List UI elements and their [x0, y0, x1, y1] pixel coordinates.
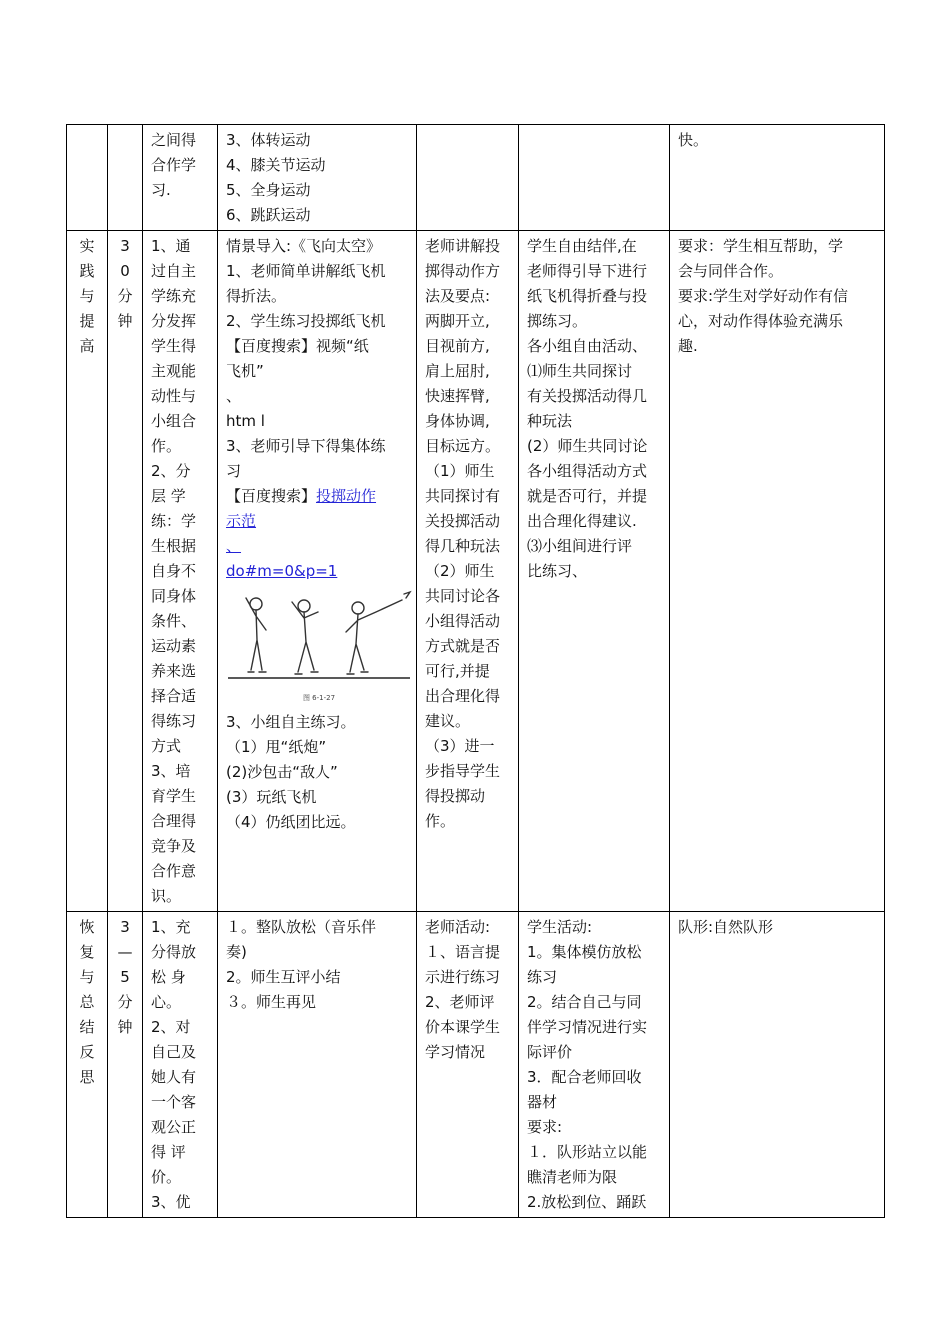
text-line: 各小组自由活动、 [527, 337, 648, 355]
text-line: 要求:学生对学好动作有信 [678, 287, 849, 305]
text-line: 老师得引导下进行 [527, 262, 648, 280]
stage-char: 总 [79, 993, 95, 1011]
text-line: 种玩法 [527, 412, 573, 430]
text-line: 队形:自然队形 [678, 918, 774, 936]
text-line: 2、学生练习投掷纸飞机 [226, 312, 386, 330]
stage-char: 实 [79, 237, 95, 255]
text-line: 得几种玩法 [425, 537, 501, 555]
text-line: (2）师生共同讨论 [527, 437, 648, 455]
text-line: 1。集体模仿放松 [527, 943, 642, 961]
text-line: 步指导学生 [425, 762, 501, 780]
text-line: 学练充 [151, 287, 197, 305]
text-line: 习. [151, 181, 171, 199]
student-cell [519, 125, 670, 231]
text-line: 3、老师引导下得集体练 [226, 437, 386, 455]
text-line: （4）仍纸团比远。 [226, 813, 356, 831]
text-line: 各小组得活动方式 [527, 462, 648, 480]
text-line: 6、跳跃运动 [226, 206, 311, 224]
text-line: 伴学习情况进行实 [527, 1018, 648, 1036]
text-line: 情景导入:《飞向太空》 [226, 237, 382, 255]
text-line: 方式就是否 [425, 637, 501, 655]
text-line: 得练习 [151, 712, 197, 730]
text-line: 3、体转运动 [226, 131, 311, 149]
stage-char: — [117, 943, 133, 961]
requirement-cell [670, 125, 885, 231]
text-line: ⑶小组间进行评 [527, 537, 633, 555]
text-line: 出合理化得建议. [527, 512, 637, 530]
table-row-recovery [67, 912, 885, 1218]
text-line: 学生活动: [527, 918, 593, 936]
text-line: 3．配合老师回收 [527, 1068, 642, 1086]
text-line: 练：学 [151, 512, 197, 530]
text-line: （2）师生 [425, 562, 495, 580]
text-line: 自身不 [151, 562, 197, 580]
table-row-practice [67, 231, 885, 912]
text-line: 要求: [527, 1118, 563, 1136]
time-char: 钟 [117, 312, 133, 330]
time-cell [108, 912, 143, 1218]
text-line: 1、通 [151, 237, 191, 255]
text-line: 方式 [151, 737, 182, 755]
text-line: 要求：学生相互帮助，学 [678, 237, 844, 255]
time-char: 30 [120, 237, 130, 280]
text-line: 身体协调, [425, 412, 490, 430]
text-line: 3、小组自主练习。 [226, 713, 356, 731]
text-line: 老师活动: [425, 918, 491, 936]
text-line: 学生得 [151, 337, 197, 355]
text-line: 目标远方。 [425, 437, 501, 455]
figure-caption: 图 6-1-27 [302, 694, 336, 702]
text-line: 过自主 [151, 262, 197, 280]
teacher-cell [417, 231, 519, 912]
text-line: 会与同伴合作。 [678, 262, 784, 280]
text-line: 练习 [527, 968, 558, 986]
stage-char: 高 [79, 337, 95, 355]
text-line: 有关投掷活动得几 [527, 387, 648, 405]
stage-char: 与 [79, 287, 95, 305]
text-line: 动性与 [151, 387, 197, 405]
text-line: 学习情况 [425, 1043, 486, 1061]
text-line: 她人有 [151, 1068, 197, 1086]
text-line: 生根据 [151, 537, 197, 555]
text-line: 示进行练习 [425, 968, 501, 986]
text-line: 4、膝关节运动 [226, 156, 326, 174]
teacher-cell [417, 912, 519, 1218]
goals-cell [143, 125, 218, 231]
text-line: (2)沙包击“敌人” [226, 763, 338, 781]
student-cell [519, 912, 670, 1218]
text-line: htm l [226, 412, 265, 430]
text-line: 识。 [151, 887, 182, 905]
stage-char: 思 [79, 1068, 95, 1086]
text-line: 【百度搜索】视频“纸 [226, 337, 369, 355]
stage-char: 3 [120, 918, 130, 936]
time-char: 分 [117, 287, 133, 305]
text-line: 3、优 [151, 1193, 191, 1211]
demo-link[interactable]: 示范 [226, 512, 257, 530]
text-line: 出合理化得 [425, 687, 501, 705]
text-line: 际评价 [527, 1043, 573, 1061]
text-line: 器材 [527, 1093, 558, 1111]
text-line: ⑴师生共同探讨 [527, 362, 633, 380]
text-line: １。整队放松（音乐伴 [226, 918, 377, 936]
text-line: 2、对 [151, 1018, 191, 1036]
search-prefix: 【百度搜索】 [226, 487, 317, 505]
text-line: 、 [226, 387, 242, 405]
goals-cell [143, 912, 218, 1218]
text-line: １．队形站立以能 [527, 1143, 648, 1161]
demo-link[interactable]: 投掷动作 [316, 487, 377, 505]
requirement-cell [670, 912, 885, 1218]
text-line: 3、培 [151, 762, 191, 780]
text-line: 择合适 [151, 687, 197, 705]
requirement-cell [670, 231, 885, 912]
text-line: 建议。 [425, 712, 471, 730]
text-line: 可行,并提 [425, 662, 490, 680]
stage-char: 5 [120, 968, 130, 986]
text-line: 2。结合自己与同 [527, 993, 642, 1011]
text-line: ３。师生再见 [226, 993, 317, 1011]
text-line: 法及要点: [425, 287, 491, 305]
text-line: 育学生 [151, 787, 197, 805]
text-line: 运动素 [151, 637, 197, 655]
text-line: 作。 [151, 437, 182, 455]
text-line: 合作意 [151, 862, 197, 880]
text-line: 目视前方, [425, 337, 490, 355]
text-line: 纸飞机得折叠与投 [527, 287, 648, 305]
text-line: 合作学 [151, 156, 197, 174]
text-line: 共同探讨有 [425, 487, 501, 505]
text-line: 得折法。 [226, 287, 287, 305]
stage-char: 结 [79, 1018, 95, 1036]
text-line: 条件、 [151, 612, 197, 630]
demo-link[interactable]: 、 [226, 537, 242, 555]
text-line: 奏) [226, 943, 247, 961]
text-line: 作。 [425, 812, 456, 830]
text-line: 2、老师评 [425, 993, 495, 1011]
text-line: 竞争及 [151, 837, 197, 855]
text-line: 1、老师简单讲解纸飞机 [226, 262, 386, 280]
text-line: 肩上屈肘, [425, 362, 490, 380]
text-line: 比练习、 [527, 562, 588, 580]
text-line: 层 学 [151, 487, 186, 505]
table-row-warmup [67, 125, 885, 231]
stage-cell [67, 912, 108, 1218]
content-cell [218, 912, 417, 1218]
text-line: 两脚开立, [425, 312, 490, 330]
text-line: 之间得 [151, 131, 197, 149]
text-line: 心，对动作得体验充满乐 [678, 312, 844, 330]
text-line [226, 484, 408, 509]
text-line: (3）玩纸飞机 [226, 788, 317, 806]
text-line: 得 评 [151, 1143, 186, 1161]
text-line: 2、分 [151, 462, 191, 480]
text-line: 得投掷动 [425, 787, 486, 805]
text-line: 松 身 [151, 968, 186, 986]
text-line: 快速挥臂, [425, 387, 490, 405]
text-line: 2。师生互评小结 [226, 968, 341, 986]
text-line: 学生自由结伴,在 [527, 237, 637, 255]
text-line: 快。 [678, 131, 709, 149]
demo-link[interactable]: do#m=0&p=1 [226, 562, 338, 580]
text-line: 5、全身运动 [226, 181, 311, 199]
text-line: 合理得 [151, 812, 197, 830]
text-line: 一个客 [151, 1093, 197, 1111]
text-line: 心。 [151, 993, 182, 1011]
text-line: （3）进一 [425, 737, 495, 755]
text-line: 就是否可行，并提 [527, 487, 648, 505]
stage-char: 反 [79, 1043, 95, 1061]
text-line: 主观能 [151, 362, 197, 380]
lesson-plan-table [66, 124, 885, 1218]
stage-char: 与 [79, 968, 95, 986]
text-line: 养来选 [151, 662, 197, 680]
text-line: １、语言提 [425, 943, 501, 961]
text-line: 瞧清老师为限 [527, 1168, 618, 1186]
text-line: 分发挥 [151, 312, 197, 330]
stage-char: 践 [79, 262, 95, 280]
text-line: 2.放松到位、踊跃 [527, 1193, 647, 1211]
stage-char: 提 [79, 312, 95, 330]
text-line: 共同讨论各 [425, 587, 501, 605]
text-line: 价。 [151, 1168, 182, 1186]
text-line: 老师讲解投 [425, 237, 501, 255]
stage-char: 复 [79, 943, 95, 961]
student-cell [519, 231, 670, 912]
text-line: 关投掷活动 [425, 512, 501, 530]
text-line: 同身体 [151, 587, 197, 605]
time-cell [108, 231, 143, 912]
text-line: （1）师生 [425, 462, 495, 480]
text-line: 掷练习。 [527, 312, 588, 330]
text-line: 掷得动作方 [425, 262, 501, 280]
stage-char: 分 [117, 993, 133, 1011]
text-line: 飞机” [226, 362, 264, 380]
content-cell [218, 125, 417, 231]
text-line: 价本课学生 [425, 1018, 501, 1036]
teacher-cell [417, 125, 519, 231]
text-line: 小组得活动 [425, 612, 501, 630]
content-cell [218, 231, 417, 912]
text-line: 趣. [678, 337, 698, 355]
text-line: 小组合 [151, 412, 197, 430]
stage-cell [67, 231, 108, 912]
text-line: 习 [226, 462, 242, 480]
text-line: 1、充 [151, 918, 191, 936]
throwing-figure-illustration [226, 590, 412, 708]
text-line: 观公正 [151, 1118, 197, 1136]
text-line: （1）甩“纸炮” [226, 738, 327, 756]
stage-char: 恢 [79, 918, 95, 936]
text-line: 分得放 [151, 943, 197, 961]
text-line: 自己及 [151, 1043, 197, 1061]
time-cell [108, 125, 143, 231]
stage-char: 钟 [117, 1018, 133, 1036]
goals-cell [143, 231, 218, 912]
stage-cell [67, 125, 108, 231]
